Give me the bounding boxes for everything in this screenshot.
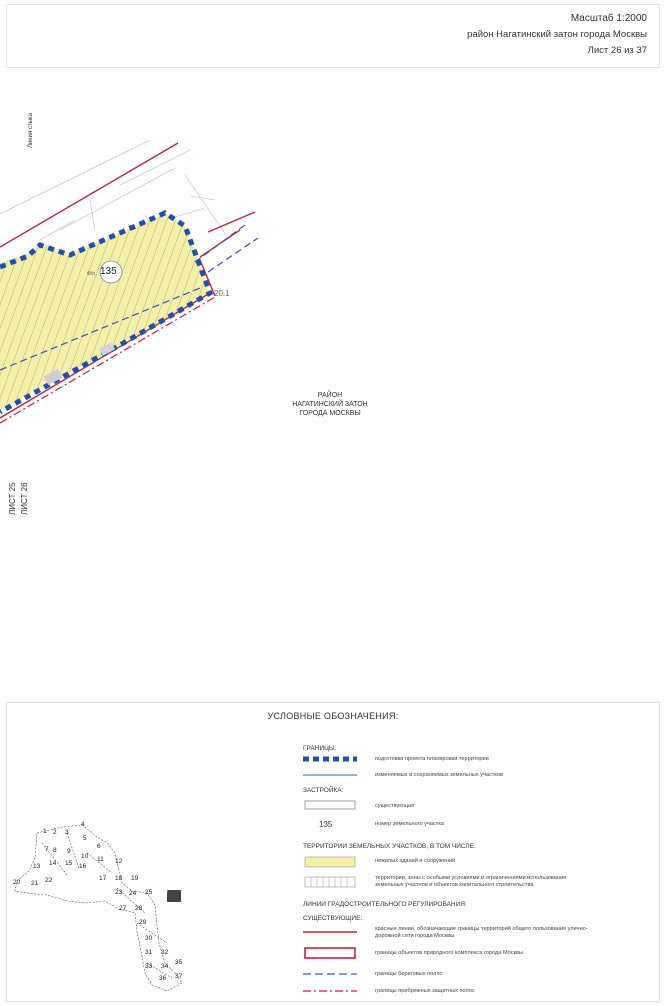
legend-existing-heading: СУЩЕСТВУЮЩИЕ:: [303, 915, 363, 922]
inset-sheet-16: 16: [79, 863, 87, 870]
legend-symbols: [297, 743, 367, 1003]
district-label-line-1: РАЙОН: [317, 392, 343, 399]
inset-sheet-19: 19: [131, 875, 139, 882]
inset-sheet-12: 12: [115, 858, 123, 865]
legend-territory-nonresidential: нежилых зданий и сооружений: [375, 858, 456, 864]
inset-sheet-27: 27: [119, 905, 127, 912]
legend-building-existing: существующая: [375, 803, 415, 809]
inset-sheet-1: 1: [43, 828, 47, 835]
inset-sheet-6: 6: [97, 843, 101, 850]
legend-parcel-number-sample: 135: [319, 820, 333, 829]
sheet-25-label: ЛИСТ 25: [8, 482, 17, 515]
district-label-line-2: НАГАТИНСКИЙ ЗАТОН: [292, 401, 368, 408]
inset-sheet-33: 33: [145, 963, 153, 970]
legend-panel: [6, 702, 660, 1002]
parcel-number: 135: [100, 266, 117, 277]
junction-line-label: Линия стыка: [28, 112, 34, 148]
inset-sheet-18: 18: [115, 875, 123, 882]
sheet-number: Лист 26 из 37: [587, 45, 647, 56]
district-map-label: [270, 391, 390, 418]
inset-sheet-34: 34: [161, 963, 169, 970]
inset-sheet-21: 21: [31, 880, 39, 887]
sheet-26-label: ЛИСТ 26: [20, 482, 29, 515]
inset-sheet-36: 36: [159, 975, 167, 982]
inset-sheet-22: 22: [45, 877, 53, 884]
legend-shore-strips: границы береговых полос: [375, 971, 443, 977]
legend-coastal-protective: границы прибрежных защитных полос: [375, 988, 475, 994]
inset-sheet-32: 32: [161, 949, 169, 956]
legend-boundary-parcels: изменяемых и сохраняемых земельных участков: [375, 772, 503, 778]
inset-current-sheet: [167, 890, 181, 902]
inset-sheet-11: 11: [97, 856, 104, 863]
legend-boundaries-heading: ГРАНИЦЫ:: [303, 745, 337, 752]
inset-sheet-13: 13: [33, 863, 41, 870]
scale-label: Масштаб 1:2000: [570, 13, 647, 24]
inset-sheet-5: 5: [83, 835, 87, 842]
district-title: район Нагатинский затон города Москвы: [467, 29, 647, 40]
inset-sheet-15: 15: [65, 860, 73, 867]
inset-sheet-28: 28: [135, 905, 143, 912]
inset-sheet-24: 24: [129, 890, 137, 897]
inset-sheet-20: 20: [13, 879, 21, 886]
inset-sheet-25: 25: [145, 889, 153, 896]
legend-territories-heading: ТЕРРИТОРИИ ЗЕМЕЛЬНЫХ УЧАСТКОВ, В ТОМ ЧИСЛЕ:: [303, 843, 476, 850]
inset-sheet-3: 3: [65, 829, 69, 836]
inset-sheet-31: 31: [145, 949, 153, 956]
district-label-line-3: ГОРОДА МОСКВЫ: [299, 410, 361, 417]
legend-parcel-number-desc: номер земельного участка: [375, 821, 445, 827]
legend-territory-zones: территории, зоны с особыми условиями и ограничениями использования земельных участков и объектов капитального строительства: [375, 875, 567, 888]
inset-sheet-29: 29: [139, 919, 147, 926]
inset-sheet-14: 14: [49, 860, 57, 867]
inset-sheet-17: 17: [99, 875, 107, 882]
legend-buildings-heading: ЗАСТРОЙКА:: [303, 787, 344, 794]
parcel-prefix: Ф/п: [87, 271, 95, 277]
inset-sheet-35: 35: [175, 959, 183, 966]
inset-sheet-4: 4: [81, 821, 85, 828]
legend-boundary-planning: подготовки проекта планировки территории: [375, 756, 489, 762]
legend-title: УСЛОВНЫЕ ОБОЗНАЧЕНИЯ:: [267, 711, 399, 721]
inset-sheet-23: 23: [115, 889, 123, 896]
inset-sheet-30: 30: [145, 935, 153, 942]
inset-sheet-8: 8: [53, 847, 57, 854]
inset-sheet-7: 7: [45, 846, 49, 853]
legend-red-lines: красные линии, обозначающие границы территорий общего пользования улично-дорожной сети города Москвы: [375, 926, 588, 939]
inset-sheet-26: 26: [161, 889, 168, 895]
inset-sheet-2: 2: [53, 829, 57, 836]
legend-regulation-heading: ЛИНИИ ГРАДОСТРОИТЕЛЬНОГО РЕГУЛИРОВАНИЯ:: [303, 901, 467, 908]
inset-sheet-10: 10: [81, 853, 89, 860]
point-label: 20.1: [214, 289, 230, 298]
legend-natural-complex: границы объектов природного комплекса города Москвы: [375, 950, 524, 956]
inset-sheet-37: 37: [175, 973, 183, 980]
inset-sheet-9: 9: [67, 848, 71, 855]
